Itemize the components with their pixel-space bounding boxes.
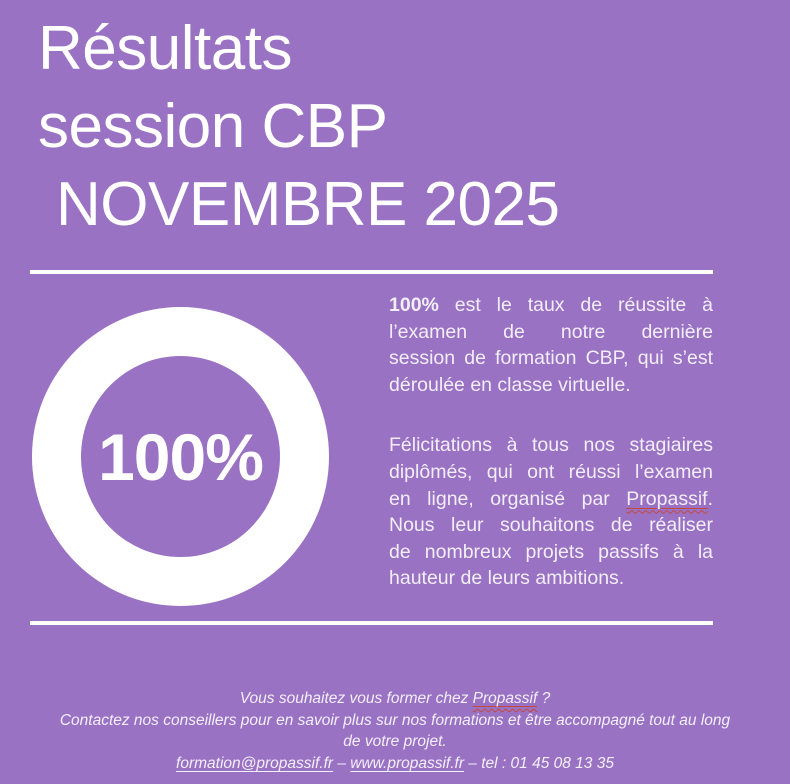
body-text	[389, 292, 713, 592]
p1-line-1-rest: est le taux de réussite à	[438, 294, 713, 316]
footer-line-4	[0, 753, 790, 775]
footer-line-1-before: Vous souhaitez vous former chez	[239, 690, 473, 707]
footer-separator-1: –	[333, 754, 351, 772]
p2-line-4: Nous leur souhaitons de réaliser	[389, 514, 713, 537]
p2-line-3-before: en ligne, organisé par	[389, 487, 627, 510]
footer-phone-text: – tel : 01 45 08 13 35	[464, 754, 614, 772]
percentage-ring	[32, 307, 329, 606]
divider-bottom	[30, 621, 713, 625]
p1-line-1	[389, 292, 713, 319]
title-line-3: NOVEMBRE 2025	[56, 170, 560, 239]
p1-line-3: session de formation CBP, qui s’est	[389, 347, 713, 370]
footer-line-2: Contactez nos conseillers pour en savoir plus sur nos formations et être accompagné tout au long	[59, 711, 731, 729]
paragraph-success-rate	[389, 292, 713, 398]
footer-propassif-link[interactable]	[473, 690, 538, 707]
paragraph-congratulations	[389, 432, 713, 592]
p2-line-2: diplômés, qui ont réussi l’examen	[389, 460, 713, 483]
p1-line-2: l’examen de notre dernière	[389, 320, 713, 343]
p1-lead-bold: 100%	[389, 294, 439, 316]
propassif-link[interactable]	[626, 488, 707, 510]
footer-propassif-link-text: Propassif	[472, 690, 538, 707]
page-title	[38, 10, 560, 244]
p1-line-4: déroulée en classe virtuelle.	[389, 373, 631, 396]
p2-line-6: hauteur de leurs ambitions.	[389, 567, 625, 590]
propassif-link-text: Propassif	[626, 487, 708, 510]
p2-line-5: de nombreux projets passifs à la	[389, 540, 713, 563]
divider-top	[30, 270, 713, 274]
title-line-2: session CBP	[38, 92, 388, 161]
footer-line-1-after: ?	[537, 690, 551, 707]
website-link[interactable]: www.propassif.fr	[350, 754, 464, 772]
p2-line-1: Félicitations à tous nos stagiaires	[389, 434, 713, 457]
title-line-1: Résultats	[38, 14, 292, 83]
footer-line-1	[0, 688, 790, 710]
footer-line-3: de votre projet.	[343, 733, 447, 751]
p2-line-3-after: .	[707, 487, 713, 510]
footer	[0, 688, 790, 774]
percentage-value: 100%	[98, 419, 263, 494]
email-link[interactable]: formation@propassif.fr	[176, 754, 334, 772]
p2-line-3	[389, 486, 713, 513]
